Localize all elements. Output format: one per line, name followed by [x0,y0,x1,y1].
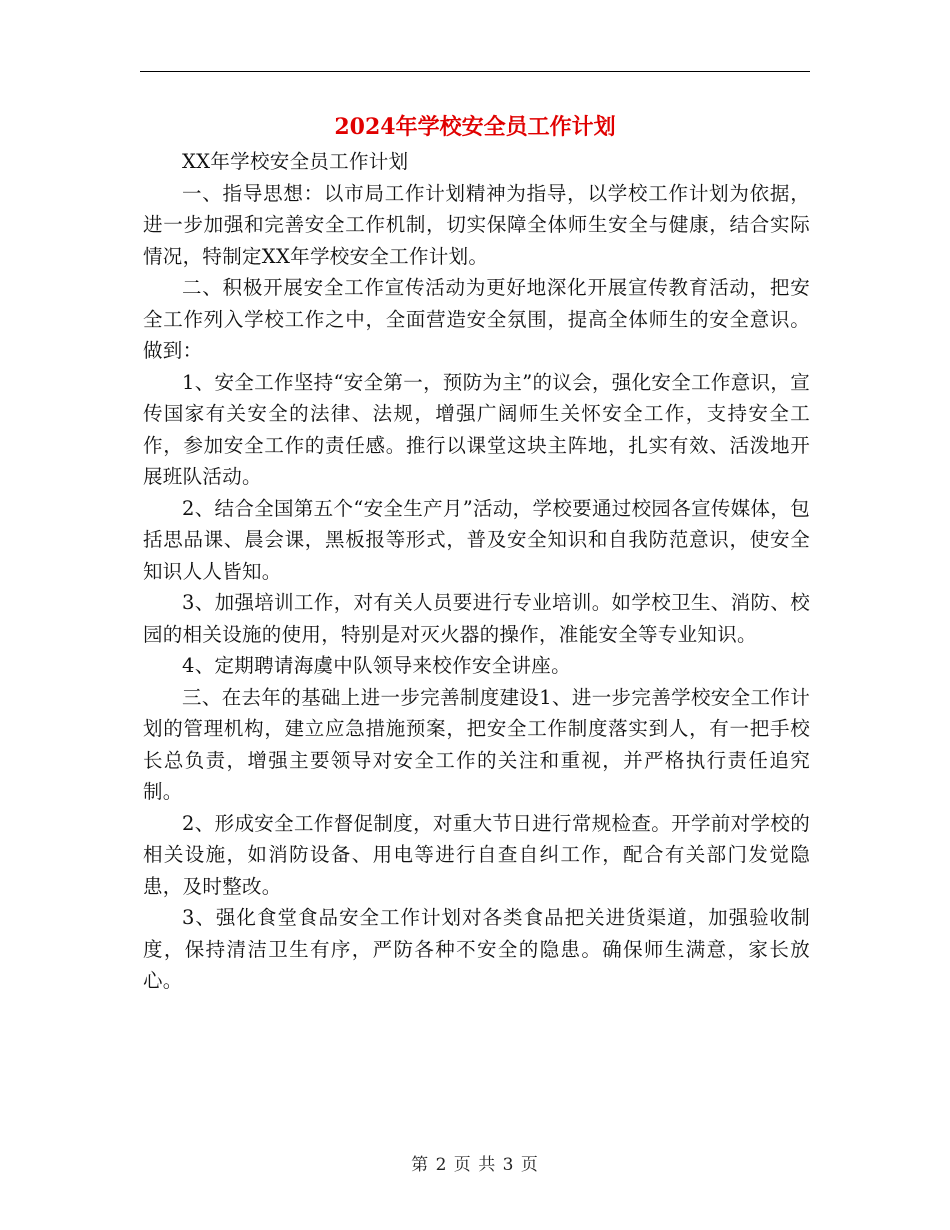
paragraph-item-2: 2、结合全国第五个“安全生产月”活动，学校要通过校园各宣传媒体，包括思品课、晨会课，黑板报等形式，普及安全知识和自我防范意识，使安全知识人人皆知。 [143,496,810,583]
paragraph-system-building: 三、在去年的基础上进一步完善制度建设1、进一步完善学校安全工作计划的管理机构，建立应急措施预案，把安全工作制度落实到人，有一把手校长总负责，增强主要领导对安全工作的关注和重视，并严格执行责任追究制。 [143,685,810,803]
paragraph-item-4: 4、定期聘请海虞中队领导来校作安全讲座。 [182,654,571,677]
page-number: 第 2 页 共 3 页 [411,1155,539,1175]
paragraph-item-1: 1、安全工作坚持“安全第一，预防为主”的议会，强化安全工作意识，宣传国家有关安全的法律、法规，增强广阔师生关怀安全工作，支持安全工作，参加安全工作的责任感。推行以课堂这块主阵地，扎实有效、活泼地开展班队活动。 [143,370,810,488]
paragraph-publicity: 二、积极开展安全工作宣传活动为更好地深化开展宣传教育活动，把安全工作列入学校工作之中，全面营造安全氛围，提高全体师生的安全意识。做到： [143,276,810,362]
paragraph-item-3: 3、加强培训工作，对有关人员要进行专业培训。如学校卫生、消防、校园的相关设施的使用，特别是对灭火器的操作，准能安全等专业知识。 [143,591,810,646]
paragraph-canteen: 3、强化食堂食品安全工作计划对各类食品把关进货渠道，加强验收制度，保持清洁卫生有序，严防各种不安全的隐患。确保师生满意，家长放心。 [143,906,810,992]
paragraph-subtitle: XX年学校安全员工作计划 [182,150,409,173]
paragraph-supervision: 2、形成安全工作督促制度，对重大节日进行常规检查。开学前对学校的相关设施，如消防设备、用电等进行自查自纠工作，配合有关部门发觉隐患，及时整改。 [143,811,810,898]
document-title: 2024年学校安全员工作计划 [334,114,616,140]
header-rule [140,71,810,72]
document-body [143,146,810,997]
paragraph-guiding-thought: 一、指导思想：以市局工作计划精神为指导，以学校工作计划为依据，进一步加强和完善安全工作机制，切实保障全体师生安全与健康，结合实际情况，特制定XX年学校安全工作计划。 [143,181,810,268]
